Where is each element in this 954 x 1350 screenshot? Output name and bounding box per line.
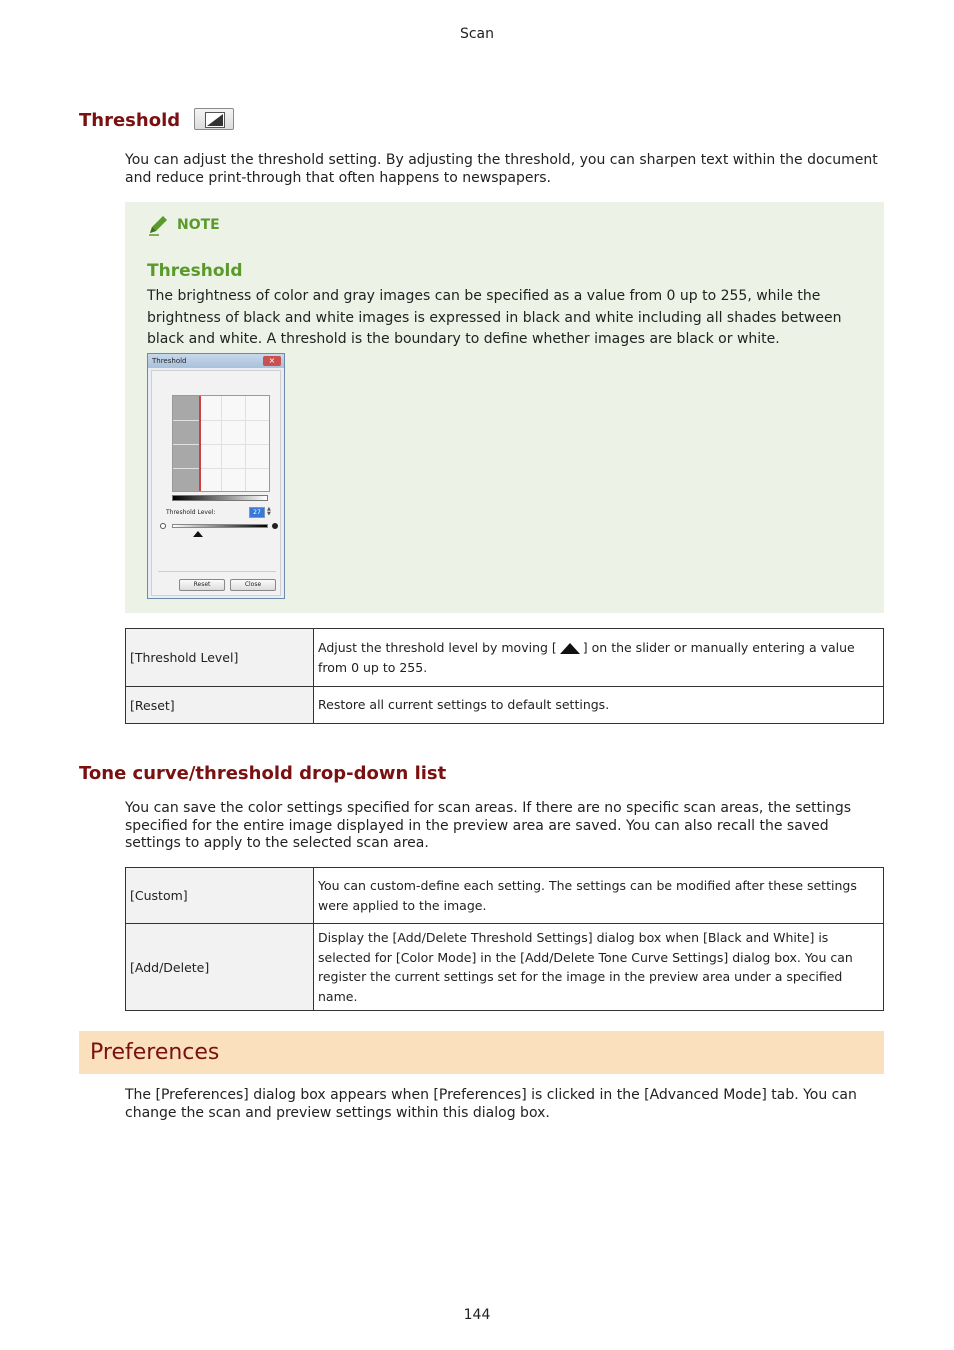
threshold-line xyxy=(199,396,201,491)
close-button: Close xyxy=(230,579,276,591)
preferences-band xyxy=(79,1031,884,1074)
note-body: The brightness of color and gray images can be specified as a value from 0 up to 255, while the brightness of black and white images is expressed in black and white including all shades between black and white. A threshold is the boundary to define whether images are black or white. xyxy=(147,288,842,347)
spin-arrows-icon: ▲ ▼ xyxy=(267,506,271,517)
table-value-text: Adjust the threshold level by moving [ xyxy=(318,640,557,655)
preferences-heading: Preferences xyxy=(90,1040,220,1065)
tone-curve-intro: You can save the color settings specified for scan areas. If there are no specific scan areas, the settings specified for the entire image displayed in the preview area are saved. You can also recall the saved settings to apply to the selected scan area. xyxy=(125,800,852,851)
slider-triangle-icon xyxy=(557,641,583,655)
table-value: Restore all current settings to default settings. xyxy=(314,687,884,724)
table-key: [Add/Delete] xyxy=(126,924,314,1011)
threshold-heading xyxy=(79,110,234,132)
gradient-bar xyxy=(172,495,268,501)
table-key: [Reset] xyxy=(126,687,314,724)
table-row xyxy=(126,687,884,724)
grid-line xyxy=(221,396,222,491)
table-row xyxy=(126,868,884,924)
table-value: Display the [Add/Delete Threshold Settings] dialog box when [Black and White] is selected for [Color Mode] in the [Add/Delete Tone Curve Settings] dialog box. You can register the current settings set for the image in the preview area under a specified name. xyxy=(314,924,884,1011)
threshold-histogram xyxy=(172,395,270,492)
dialog-close-icon: × xyxy=(263,356,281,366)
slider-thumb-icon xyxy=(193,531,203,537)
pencil-icon xyxy=(147,214,169,236)
tone-curve-heading: Tone curve/threshold drop-down list xyxy=(79,763,447,784)
threshold-dialog-screenshot xyxy=(147,353,285,599)
threshold-level-label: Threshold Level: xyxy=(166,509,216,516)
table-row xyxy=(126,924,884,1011)
threshold-button-icon xyxy=(194,108,234,130)
table-value-text: ] on the slider or manually entering a value from 0 up to 255. xyxy=(318,640,855,675)
table-value xyxy=(314,629,884,687)
white-point-icon xyxy=(160,523,166,529)
table-key: [Custom] xyxy=(126,868,314,924)
page-header: Scan xyxy=(459,26,495,42)
note-label: NOTE xyxy=(177,217,220,233)
note-title: Threshold xyxy=(147,261,243,281)
threshold-intro: You can adjust the threshold setting. By adjusting the threshold, you can sharpen text within the document and reduce print-through that often happens to newspapers. xyxy=(125,152,878,186)
note-box xyxy=(125,202,884,613)
reset-button: Reset xyxy=(179,579,225,591)
dialog-title: Threshold xyxy=(152,357,187,365)
note-header xyxy=(147,214,220,236)
grid-line xyxy=(245,396,246,491)
preferences-intro: The [Preferences] dialog box appears when [Preferences] is clicked in the [Advanced Mode] tab. You can change the scan and preview settings within this dialog box. xyxy=(125,1087,857,1121)
dialog-body xyxy=(151,370,281,596)
threshold-table xyxy=(125,628,884,724)
black-point-icon xyxy=(272,523,278,529)
divider xyxy=(158,571,276,572)
table-key: [Threshold Level] xyxy=(126,629,314,687)
threshold-heading-text: Threshold xyxy=(79,110,181,131)
table-value: You can custom-define each setting. The settings can be modified after these settings were applied to the image. xyxy=(314,868,884,924)
threshold-level-input: 27 xyxy=(249,507,265,518)
dialog-titlebar xyxy=(148,354,284,368)
table-row xyxy=(126,629,884,687)
tone-curve-table xyxy=(125,867,884,1011)
threshold-slider xyxy=(172,524,268,528)
page-number: 144 xyxy=(463,1307,491,1323)
